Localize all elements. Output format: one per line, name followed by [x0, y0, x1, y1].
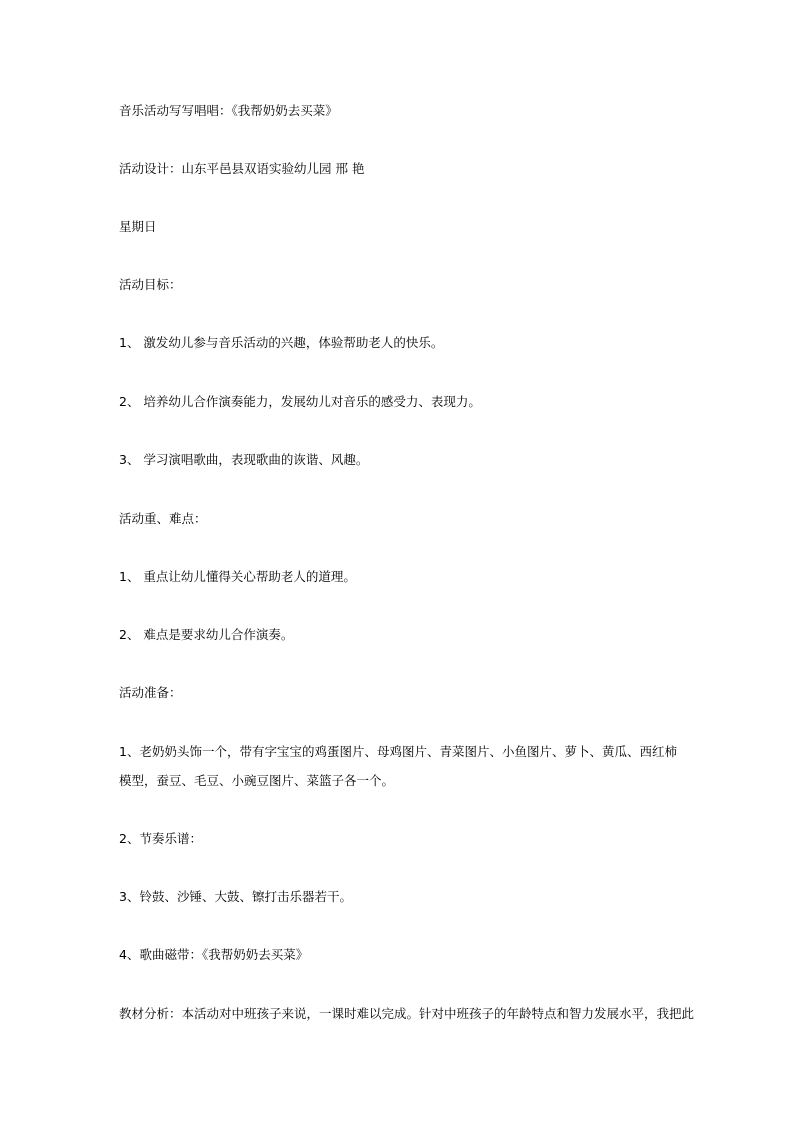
- goal-item: 1、 激发幼儿参与音乐活动的兴趣，体验帮助老人的快乐。: [119, 335, 444, 350]
- focus-item: 1、 重点让幼儿懂得关心帮助老人的道理。: [119, 569, 356, 584]
- focus-item: 2、 难点是要求幼儿合作演奏。: [119, 627, 294, 642]
- prep-item: 4、歌曲磁带：《我帮奶奶去买菜》: [119, 947, 309, 962]
- document-title: 音乐活动写写唱唱：《我帮奶奶去买菜》: [119, 103, 338, 118]
- prep-item: 2、节奏乐谱：: [119, 831, 202, 846]
- goals-heading: 活动目标：: [119, 277, 182, 292]
- prep-item: 1、老奶奶头饰一个，带有字宝宝的鸡蛋图片、母鸡图片、青菜图片、小鱼图片、萝卜、黄瓜、西红柿模型，蚕豆、毛豆、小豌豆图片、菜篮子各一个。: [119, 744, 677, 788]
- goal-item: 3、 学习演唱歌曲，表现歌曲的诙谐、风趣。: [119, 452, 369, 467]
- goal-item: 2、 培养幼儿合作演奏能力，发展幼儿对音乐的感受力、表现力。: [119, 394, 481, 409]
- focus-heading: 活动重、难点：: [119, 511, 207, 526]
- prep-heading: 活动准备：: [119, 685, 182, 700]
- prep-item: 3、铃鼓、沙锤、大鼓、镲打击乐器若干。: [119, 889, 352, 904]
- weekday-line: 星期日: [119, 219, 157, 234]
- designer-line: 活动设计：山东平邑县双语实验幼儿园 邢 艳: [119, 161, 365, 176]
- analysis-paragraph: 教材分析：本活动对中班孩子来说，一课时难以完成。针对中班孩子的年龄特点和智力发展水平，我把此: [119, 1006, 695, 1021]
